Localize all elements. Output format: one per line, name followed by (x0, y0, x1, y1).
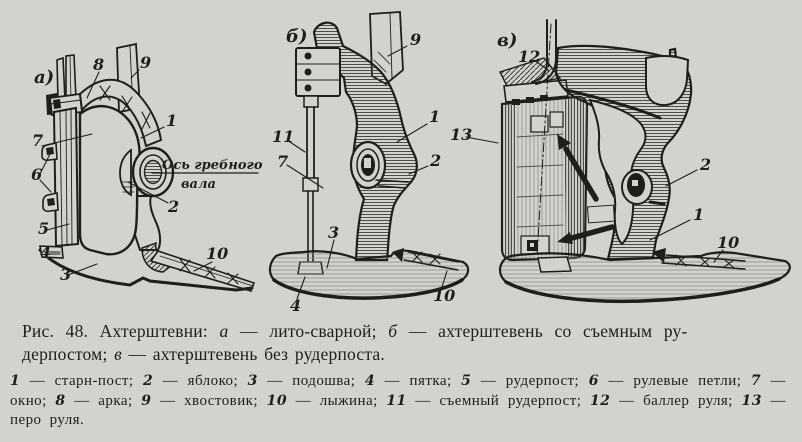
caption-line-1 (22, 320, 776, 343)
legend-number: 12 (589, 392, 611, 409)
legend-number: 11 (386, 392, 407, 409)
callout-1: 1 (429, 107, 441, 126)
callout-5: 5 (38, 219, 50, 238)
caption-text: дерпостом; (22, 343, 115, 364)
callout-11: 11 (272, 127, 295, 146)
legend-term: — хвостовик; (151, 392, 267, 409)
figure-legend (10, 372, 786, 431)
caption-variant-letter: б (388, 321, 398, 341)
callout-7: 7 (277, 152, 289, 171)
caption-text: — лито-сварной; (228, 321, 389, 341)
callout-9: 9 (140, 53, 152, 72)
bolt (512, 99, 520, 105)
top-post-bar (57, 58, 65, 100)
legend-number: 8 (55, 392, 66, 409)
callout-12: 12 (518, 47, 541, 66)
legend-number: 9 (141, 392, 152, 409)
legend-number: 1 (10, 373, 21, 389)
figure-caption (22, 320, 776, 365)
callout-8: 8 (93, 55, 105, 74)
callout-2: 2 (700, 155, 712, 174)
removable-rudderpost (307, 107, 314, 178)
legend-term: — баллер руля; (610, 392, 742, 409)
caption-variant-letter: в (114, 343, 122, 364)
diagram-v-label: в) (497, 30, 518, 51)
callout-10: 10 (433, 286, 456, 305)
caption-text: — ахтерштевень без рудерпоста. (121, 343, 385, 364)
blade-plate (531, 116, 548, 132)
legend-number: 10 (266, 392, 288, 409)
caption-line-2 (22, 343, 776, 366)
bolt (526, 97, 534, 103)
blade-edge-band (503, 104, 515, 258)
blade-plate (587, 205, 614, 223)
legend-term: — лыжина; (287, 392, 387, 409)
legend-term: — подошва; (257, 373, 365, 389)
legend-term: — пятка; (375, 373, 462, 389)
callout-10: 10 (206, 244, 229, 263)
shaft-hole (145, 161, 162, 184)
callout-1: 1 (166, 111, 178, 130)
bolt (305, 69, 312, 76)
legend-number: 3 (247, 373, 258, 389)
caption-text: — ахтерштевень со съемным ру- (397, 321, 688, 341)
caption-text: Рис. 48. Ахтерштевни: (22, 321, 220, 341)
legend-number: 13 (741, 392, 762, 409)
callout-4: 4 (40, 243, 52, 262)
diagram-b (270, 12, 468, 315)
legend-term: — арка; (65, 392, 142, 409)
blade-plate (550, 112, 563, 127)
caption-variant-letter: а (219, 321, 229, 341)
bolt (305, 85, 312, 92)
diagram-a (31, 44, 263, 291)
rod-collar (304, 96, 318, 107)
diagram-a-label: а) (34, 67, 55, 88)
callout-2: 2 (168, 197, 180, 216)
legend-number: 2 (142, 373, 154, 389)
shaft-axis-note-line2: вала (181, 177, 216, 192)
shaft-axis-note-line1: Ось гребного (162, 158, 263, 173)
legend-term: — съемный рудерпост; (406, 392, 590, 409)
callout-3: 3 (60, 265, 72, 284)
diagram-b-label: б) (286, 26, 308, 47)
callout-3: 3 (328, 223, 340, 242)
callout-9: 9 (410, 30, 422, 49)
legend-term: — яблоко; (153, 373, 248, 389)
legend-number: 6 (588, 373, 599, 389)
callout-13: 13 (450, 125, 473, 144)
legend-term: — старн-пост; (20, 373, 143, 389)
legend-term: — окно; (10, 373, 786, 409)
legend-number: 7 (750, 373, 762, 389)
bolt (305, 53, 312, 60)
legend-number: 4 (364, 373, 376, 389)
callout-10: 10 (717, 233, 740, 252)
callout-2: 2 (430, 151, 442, 170)
legend-term: — перо руля. (10, 392, 786, 428)
bolted-bracket (296, 48, 340, 96)
callout-6: 6 (31, 165, 43, 184)
blade-foot (538, 257, 571, 272)
callout-1: 1 (693, 205, 705, 224)
legend-term: — рудерпост; (471, 373, 589, 389)
legend-term: — рулевые петли; (598, 373, 751, 389)
callout-4: 4 (290, 296, 302, 315)
callout-7: 7 (32, 131, 44, 150)
legend-number: 5 (461, 373, 472, 389)
diagram-v (450, 20, 790, 301)
